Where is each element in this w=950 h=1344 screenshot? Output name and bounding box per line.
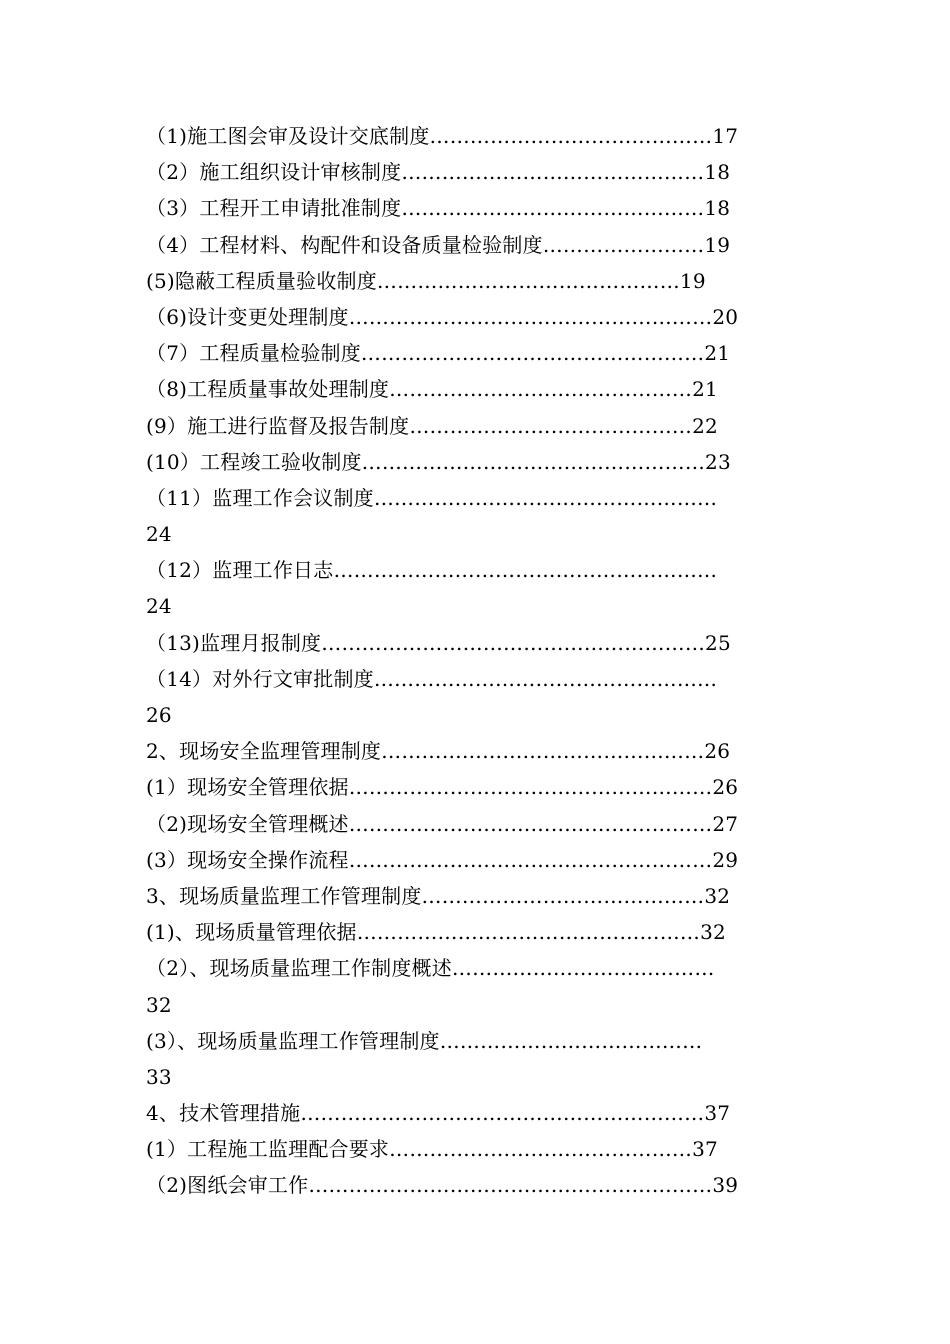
toc-entry: (3）、现场质量监理工作管理制度………………………………… [146, 1028, 703, 1053]
toc-page-number: 32 [146, 992, 172, 1017]
toc-entry: （12）监理工作日志………………………………………………… [146, 558, 718, 583]
toc-entry: (1）工程施工监理配合要求………………………………………37 [146, 1137, 718, 1162]
toc-entry: （2）施工组织设计审核制度………………………………………18 [146, 160, 731, 185]
toc-entry: （8)工程质量事故处理制度………………………………………21 [146, 377, 718, 402]
toc-entry: (1）现场安全管理依据………………………………………………26 [146, 775, 739, 800]
toc-entry: （4）工程材料、构配件和设备质量检验制度……………………19 [146, 232, 731, 257]
toc-entry: （14）对外行文审批制度…………………………………………… [146, 666, 718, 691]
toc-page-number: 26 [146, 703, 172, 727]
toc-section-heading: 4、技术管理措施……………………………………………………37 [146, 1101, 731, 1126]
toc-entry: （1)施工图会审及设计交底制度……………………………………17 [146, 124, 739, 148]
toc-entry: （11）监理工作会议制度…………………………………………… [146, 485, 718, 510]
toc-entry: (9）施工进行监督及报告制度……………………………………22 [146, 413, 718, 438]
toc-entry: （3）工程开工申请批准制度………………………………………18 [146, 196, 731, 221]
toc-entry: (3）现场安全操作流程………………………………………………29 [146, 847, 739, 872]
toc-entry: (5)隐蔽工程质量验收制度………………………………………19 [146, 268, 706, 293]
toc-entry: （13)监理月报制度…………………………………………………25 [146, 630, 731, 655]
toc-entry: （2)图纸会审工作……………………………………………………39 [146, 1173, 739, 1198]
table-of-contents [146, 118, 816, 1204]
toc-entry: （7）工程质量检验制度……………………………………………21 [146, 341, 731, 366]
toc-section-heading: 2、现场安全监理管理制度…………………………………………26 [146, 739, 731, 764]
toc-entry: （6)设计变更处理制度………………………………………………20 [146, 304, 739, 329]
toc-entry: （2)现场安全管理概述………………………………………………27 [146, 811, 739, 836]
toc-page-number: 24 [146, 522, 172, 547]
toc-entry: (1)、现场质量管理依据……………………………………………32 [146, 920, 726, 945]
toc-page-number: 24 [146, 594, 172, 619]
toc-entry: （2）、现场质量监理工作制度概述………………………………… [146, 956, 715, 981]
toc-section-heading: 3、现场质量监理工作管理制度……………………………………32 [146, 883, 731, 908]
toc-entry: (10）工程竣工验收制度……………………………………………23 [146, 449, 731, 474]
toc-page-number: 33 [146, 1064, 172, 1089]
